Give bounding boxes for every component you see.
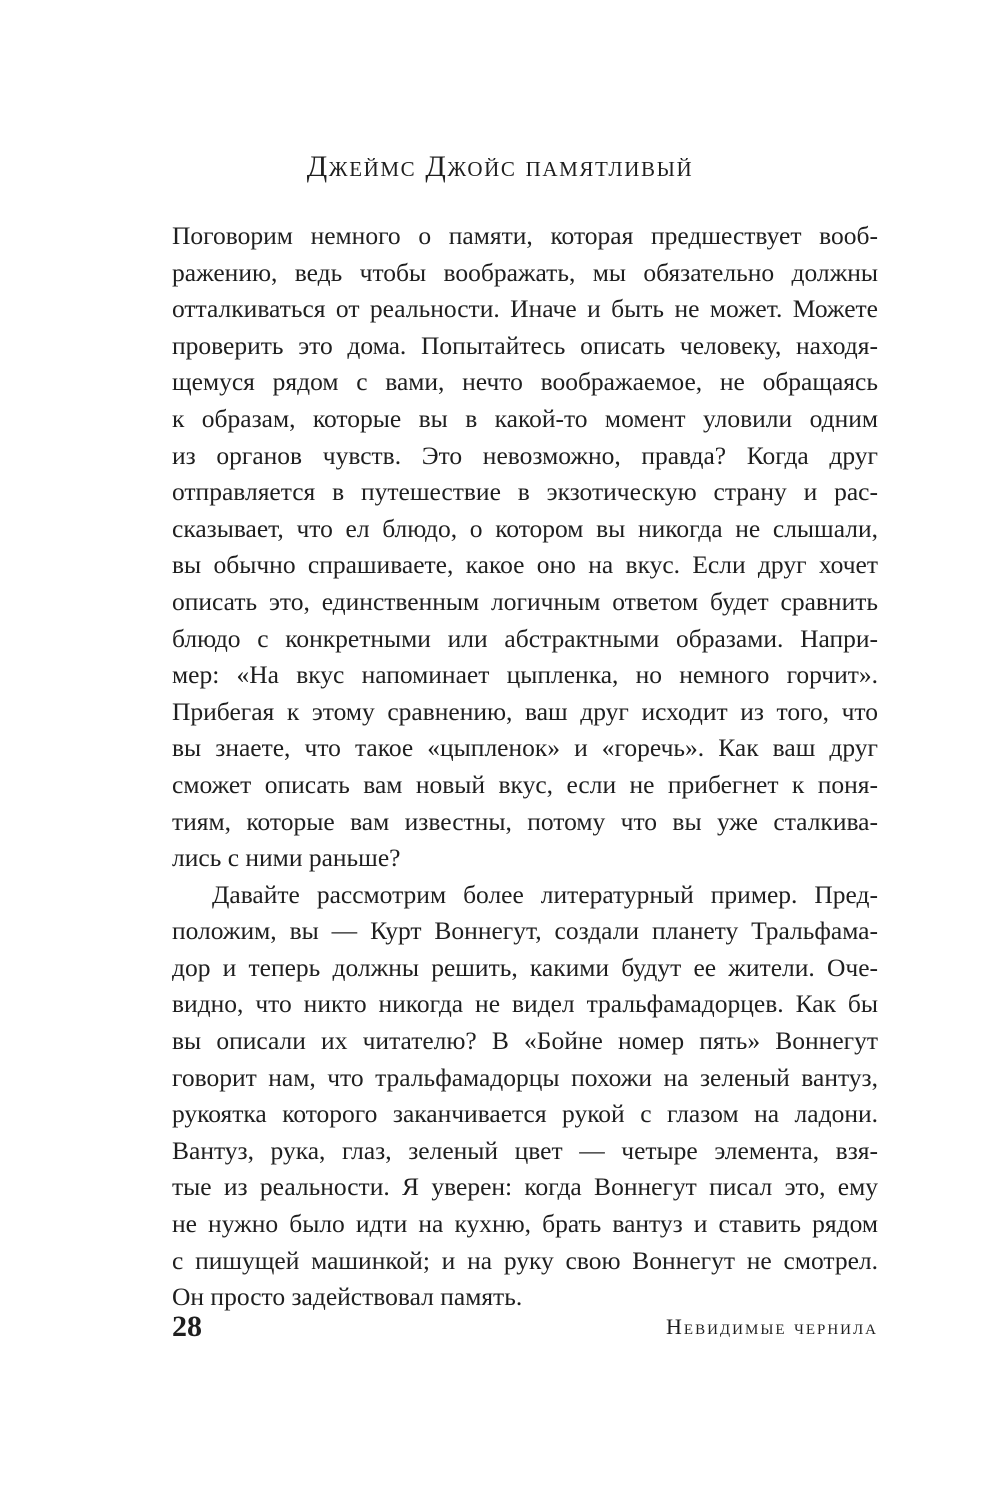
paragraph-1 [172,218,878,877]
text-line: тиям, которые вам известны, потому что вы уже сталкива- [172,806,878,836]
text-line: тые из реальности. Я уверен: когда Воннегут писал это, ему [172,1172,878,1202]
text-line: щемуся рядом с вами, нечто воображаемое, не обращаясь [172,367,878,397]
text-line: мер: «На вкус напоминает цыпленка, но немного горчит». [172,660,878,690]
text-line: отправляется в путешествие в экзотическую страну и рас- [172,477,878,507]
paragraph-2 [172,877,878,1316]
text-line: Он просто задействовал память. [172,1282,523,1312]
text-line: Прибегая к этому сравнению, ваш друг исходит из того, что [172,696,878,726]
chapter-title: Джеймс Джойс памятливый [306,150,694,183]
text-line: сможет описать вам новый вкус, если не прибегнет к поня- [172,769,878,799]
running-head: Невидимые чернила [666,1314,878,1339]
page-number: 28 [172,1310,202,1343]
text-line: вы описали их читателю? В «Бойне номер пять» Воннегут [172,1026,878,1056]
text-line: Поговорим немного о памяти, которая предшествует вооб- [172,221,878,250]
text-line: дор и теперь должны решить, какими будут ее жители. Оче- [172,952,878,982]
text-line: вы знаете, что такое «цыпленок» и «горечь». Как ваш друг [172,733,878,763]
text-line: ражению, ведь чтобы воображать, мы обязательно должны [172,257,878,287]
text-line: Давайте рассмотрим более литературный пример. Пред- [212,879,878,909]
text-line: Вантуз, рука, глаз, зеленый цвет — четыре элемента, взя- [172,1135,878,1165]
text-line: вы обычно спрашиваете, какое оно на вкус. Если друг хочет [172,550,878,580]
text-line: из органов чувств. Это невозможно, правда? Когда друг [172,440,878,470]
text-line: положим, вы — Курт Воннегут, создали планету Тральфама- [172,916,878,946]
text-line: говорит нам, что тральфамадорцы похожи на зеленый вантуз, [172,1062,878,1092]
text-line: проверить это дома. Попытайтесь описать человеку, находя- [172,330,878,360]
body-text [172,218,878,1316]
text-line: видно, что никто никогда не видел тральфамадорцев. Как бы [172,989,878,1019]
text-line: описать это, единственным логичным ответом будет сравнить [172,586,878,616]
text-line: не нужно было идти на кухню, брать вантуз и ставить рядом [172,1209,878,1239]
text-line: отталкиваться от реальности. Иначе и быть не может. Можете [172,294,878,324]
text-line: лись с ними раньше? [172,843,401,873]
text-line: сказывает, что ел блюдо, о котором вы никогда не слышали, [172,513,878,543]
text-line: с пишущей машинкой; и на руку свою Воннегут не смотрел. [172,1245,878,1275]
text-line: блюдо с конкретными или абстрактными образами. Напри- [172,623,878,653]
text-line: к образам, которые вы в какой-то момент уловили одним [172,403,878,433]
text-line: рукоятка которого заканчивается рукой с глазом на ладони. [172,1099,878,1129]
